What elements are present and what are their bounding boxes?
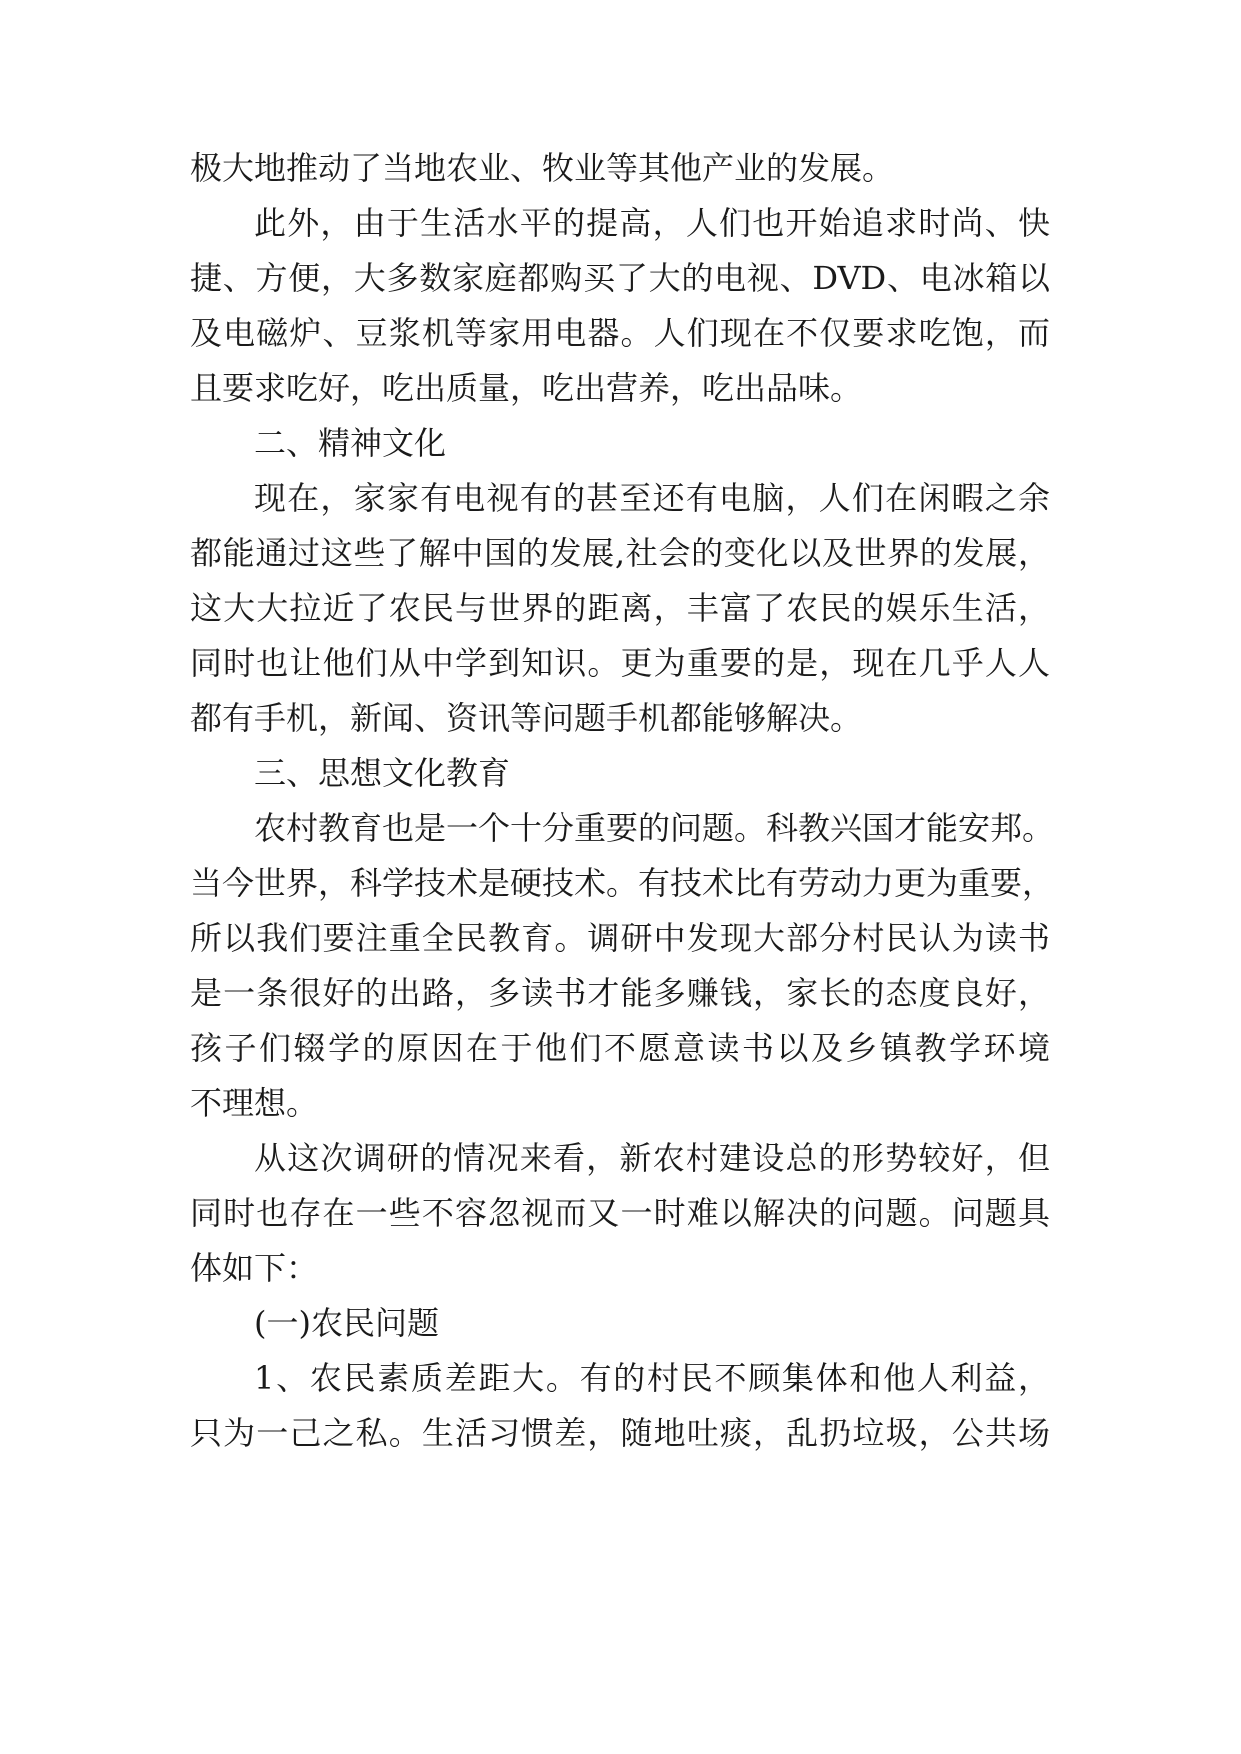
text-line: 且要求吃好，吃出质量，吃出营养，吃出品味。 (190, 369, 863, 407)
text-line: 体如下： (190, 1249, 319, 1287)
paragraph-line: 农村教育也是一个十分重要的问题。科教兴国才能安邦。 (254, 809, 1055, 847)
text-line: 只为一己之私。生活习惯差，随地吐痰，乱扔垃圾，公共场 (190, 1414, 1050, 1452)
text-line: 同时也让他们从中学到知识。更为重要的是，现在几乎人人 (190, 644, 1050, 682)
text-line: 极大地推动了当地农业、牧业等其他产业的发展。 (190, 149, 895, 187)
paragraph-line: 现在，家家有电视有的甚至还有电脑，人们在闲暇之余 (254, 479, 1050, 517)
text-line: 同时也存在一些不容忽视而又一时难以解决的问题。问题具 (190, 1194, 1050, 1232)
section-heading: 二、精神文化 (254, 424, 447, 462)
text-line: 都能通过这些了解中国的发展,社会的变化以及世界的发展， (190, 534, 1050, 572)
paragraph-line: 从这次调研的情况来看，新农村建设总的形势较好，但 (254, 1139, 1050, 1177)
text-line: 是一条很好的出路，多读书才能多赚钱，家长的态度良好， (190, 974, 1050, 1012)
text-line: 及电磁炉、豆浆机等家用电器。人们现在不仅要求吃饱，而 (190, 314, 1050, 352)
text-line: 捷、方便，大多数家庭都购买了大的电视、DVD、电冰箱以 (190, 259, 1050, 297)
section-heading: 三、思想文化教育 (254, 754, 511, 792)
paragraph-line: 此外，由于生活水平的提高，人们也开始追求时尚、快 (254, 204, 1050, 242)
section-heading: (一)农民问题 (254, 1304, 439, 1342)
text-line: 孩子们辍学的原因在于他们不愿意读书以及乡镇教学环境 (190, 1029, 1050, 1067)
text-line: 都有手机，新闻、资讯等问题手机都能够解决。 (190, 699, 863, 737)
text-line: 不理想。 (190, 1084, 319, 1122)
text-line: 所以我们要注重全民教育。调研中发现大部分村民认为读书 (190, 919, 1050, 957)
text-line: 当今世界，科学技术是硬技术。有技术比有劳动力更为重要， (190, 864, 1055, 902)
paragraph-line: 1、农民素质差距大。有的村民不顾集体和他人利益， (254, 1359, 1050, 1397)
text-line: 这大大拉近了农民与世界的距离，丰富了农民的娱乐生活， (190, 589, 1050, 627)
